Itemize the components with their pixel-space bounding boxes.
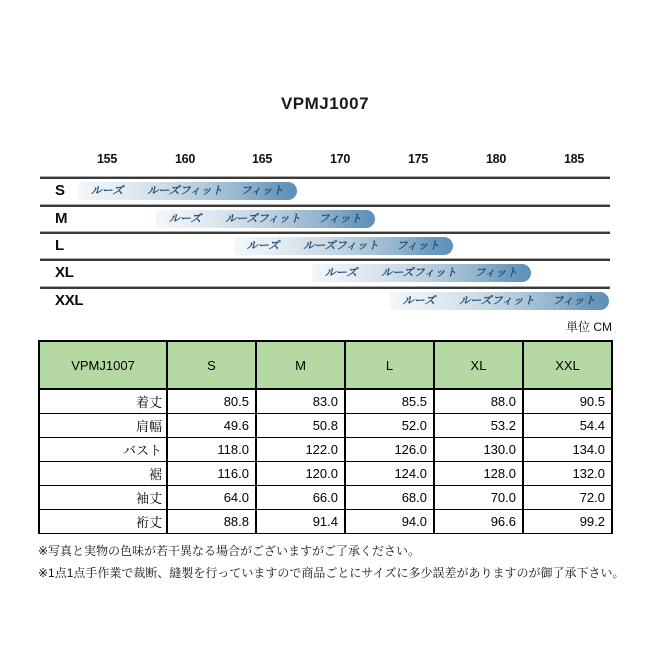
height-axis [40,152,610,172]
cell-value: 120.0 [256,462,345,486]
size-label-s: S [55,182,65,199]
fit-bar-m [156,210,375,228]
zone-label-fit: フィット [396,240,440,252]
row-label-yuki-length: 裄丈 [39,510,167,534]
size-label-xxl: XXL [55,292,84,309]
cell-value: 132.0 [523,462,612,486]
zone-label-loose: ルーズ [168,213,202,225]
cell-value: 96.6 [434,510,523,534]
row-label-sleeve-length: 袖丈 [39,486,167,510]
cell-value: 80.5 [167,389,256,414]
zone-label-loose-fit: ルーズフィット [147,185,223,197]
row-label-hem: 裾 [39,462,167,486]
table-row [39,486,612,510]
fit-row-m [40,207,610,232]
zone-label-fit: フィット [474,267,518,279]
size-label-xl: XL [55,264,74,281]
cell-value: 99.2 [523,510,612,534]
cell-value: 91.4 [256,510,345,534]
axis-tick-160: 160 [175,152,195,166]
cell-value: 90.5 [523,389,612,414]
cell-value: 116.0 [167,462,256,486]
cell-value: 66.0 [256,486,345,510]
fit-row-xxl [40,289,610,314]
footnote-color-disclaimer: ※写真と実物の色味が若干異なる場合がございますがご了承ください。 [38,544,421,558]
zone-label-loose-fit: ルーズフィット [225,213,301,225]
page-title: VPMJ1007 [280,94,370,113]
footnote-handmade-disclaimer: ※1点1点手作業で裁断、縫製を行っていますので商品ごとにサイズに多少誤差がありますのが御了承下さい。 [38,566,625,580]
cell-value: 49.6 [167,414,256,438]
cell-value: 85.5 [345,389,434,414]
footnotes [38,540,628,584]
table-row [39,389,612,414]
axis-tick-170: 170 [330,152,350,166]
zone-label-fit: フィット [318,213,362,225]
zone-label-loose-fit: ルーズフィット [303,240,379,252]
zone-label-loose: ルーズ [90,185,124,197]
header-size-xxl: XXL [523,341,612,389]
fit-bar-s [78,182,297,200]
header-product-code: VPMJ1007 [39,341,167,389]
cell-value: 72.0 [523,486,612,510]
measurements-table [38,340,613,534]
table-row [39,510,612,534]
cell-value: 88.0 [434,389,523,414]
fit-row-l [40,234,610,259]
header-size-m: M [256,341,345,389]
cell-value: 68.0 [345,486,434,510]
cell-value: 53.2 [434,414,523,438]
fit-bar-xxl [390,292,609,310]
axis-tick-165: 165 [252,152,272,166]
cell-value: 118.0 [167,438,256,462]
cell-value: 94.0 [345,510,434,534]
zone-label-loose: ルーズ [402,295,436,307]
header-size-s: S [167,341,256,389]
zone-label-loose-fit: ルーズフィット [459,295,535,307]
row-label-shoulder-width: 肩幅 [39,414,167,438]
fit-bar-l [234,237,453,255]
cell-value: 83.0 [256,389,345,414]
cell-value: 88.8 [167,510,256,534]
zone-label-loose: ルーズ [324,267,358,279]
header-size-xl: XL [434,341,523,389]
size-label-l: L [55,237,64,254]
fit-range-chart [40,150,610,316]
header-size-l: L [345,341,434,389]
row-label-bust: バスト [39,438,167,462]
axis-tick-155: 155 [97,152,117,166]
axis-tick-185: 185 [564,152,584,166]
cell-value: 54.4 [523,414,612,438]
cell-value: 122.0 [256,438,345,462]
zone-label-fit: フィット [552,295,596,307]
cell-value: 70.0 [434,486,523,510]
table-row [39,414,612,438]
size-label-m: M [55,210,68,227]
cell-value: 64.0 [167,486,256,510]
zone-label-loose: ルーズ [246,240,280,252]
cell-value: 52.0 [345,414,434,438]
zone-label-loose-fit: ルーズフィット [381,267,457,279]
zone-label-fit: フィット [240,185,284,197]
cell-value: 134.0 [523,438,612,462]
fit-bar-xl [312,264,531,282]
unit-label: 単位 CM [566,320,612,334]
row-label-body-length: 着丈 [39,389,167,414]
table-header-row [39,341,612,389]
axis-tick-175: 175 [408,152,428,166]
cell-value: 130.0 [434,438,523,462]
cell-value: 124.0 [345,462,434,486]
table-row [39,462,612,486]
fit-row-xl [40,261,610,286]
fit-row-s [40,179,610,204]
cell-value: 128.0 [434,462,523,486]
cell-value: 126.0 [345,438,434,462]
cell-value: 50.8 [256,414,345,438]
table-row [39,438,612,462]
axis-tick-180: 180 [486,152,506,166]
